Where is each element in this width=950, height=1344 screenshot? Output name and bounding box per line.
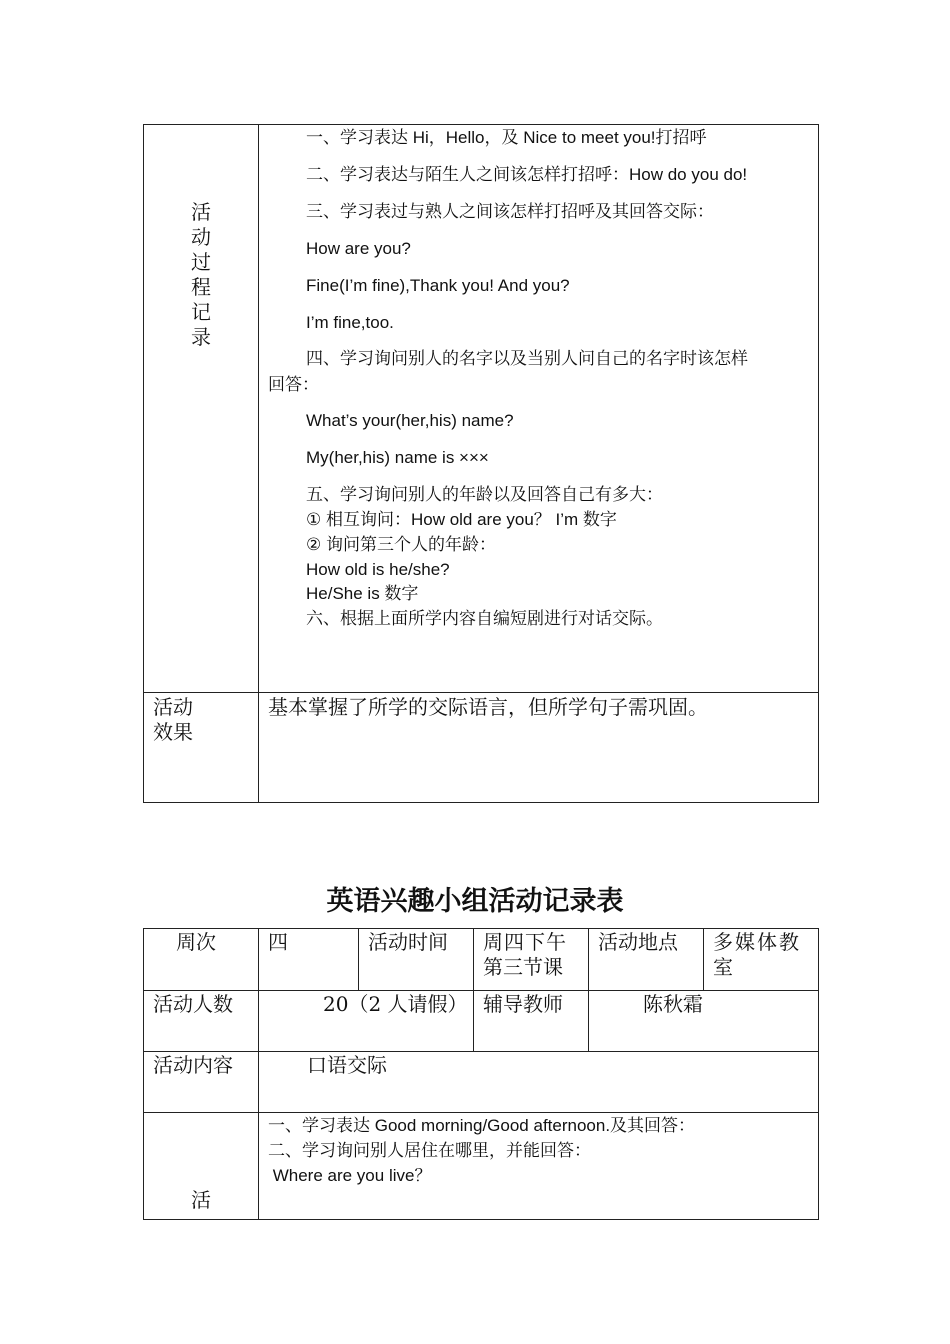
table1-process-line-15: He/She is 数字	[306, 584, 419, 603]
table2-column-divider-2	[358, 928, 359, 990]
table1-process-line-9: What’s your(her,his) name?	[306, 411, 514, 430]
table2-people-value: 20（2 人请假）	[323, 992, 468, 1016]
table2-place-value-line-2: 室	[713, 955, 733, 979]
table2-week-label: 周次	[176, 930, 216, 954]
table2-time-label: 活动时间	[368, 930, 448, 954]
table2-border-left	[143, 928, 144, 1219]
table1-process-line-1: 一、学习表达 Hi，Hello，及 Nice to meet you!打招呼	[306, 128, 707, 147]
table2-content-value: 口语交际	[307, 1053, 387, 1077]
table1-process-line-14: How old is he/she?	[306, 560, 450, 579]
table1-border-left	[143, 124, 144, 802]
table1-border-bottom	[143, 802, 819, 803]
page-title: 英语兴趣小组活动记录表	[326, 886, 624, 917]
table1-process-line-12: ① 相互询问：How old are you？ I’m 数字	[306, 510, 617, 529]
table1-process-line-4: How are you?	[306, 239, 411, 258]
table2-border-right	[818, 928, 819, 1219]
table1-process-line-7: 四、学习询问别人的名字以及当别人问自己的名字时该怎样	[306, 349, 748, 368]
table2-row-divider-2	[143, 1051, 819, 1052]
table2-time-value-line-2: 第三节课	[483, 955, 563, 979]
table2-process-label-partial: 活	[191, 1188, 211, 1212]
table2-row-divider-3	[143, 1112, 819, 1113]
table1-process-line-16: 六、根据上面所学内容自编短剧进行对话交际。	[306, 609, 663, 628]
table2-teacher-label: 辅导教师	[483, 992, 563, 1016]
table1-effect-label-line-1: 活动	[153, 695, 193, 719]
table1-process-line-6: I’m fine,too.	[306, 313, 394, 332]
table1-effect-label-line-2: 效果	[153, 720, 193, 744]
table1-process-line-8: 回答：	[268, 375, 319, 394]
table2-week-value: 四	[268, 930, 288, 954]
table2-process-line-3: Where are you live？	[268, 1166, 432, 1185]
table2-process-line-1: 一、学习表达 Good morning/Good afternoon.及其回答：	[268, 1116, 696, 1135]
table2-place-label: 活动地点	[598, 930, 678, 954]
table1-process-line-2: 二、学习表达与陌生人之间该怎样打招呼：How do you do!	[306, 165, 748, 184]
table2-teacher-value: 陈秋霜	[643, 992, 703, 1016]
table1-border-right	[818, 124, 819, 802]
table2-column-divider-5	[703, 928, 704, 990]
table1-process-label: 活动过程记录	[191, 200, 211, 349]
table2-process-line-2: 二、学习询问别人居住在哪里，并能回答：	[268, 1141, 591, 1160]
table1-effect-text: 基本掌握了所学的交际语言，但所学句子需巩固。	[268, 695, 708, 719]
table2-time-value-line-1: 周四下午	[483, 930, 567, 954]
table1-process-line-13: ② 询问第三个人的年龄：	[306, 535, 496, 554]
table1-process-line-10: My(her,his) name is ×××	[306, 448, 489, 467]
table2-column-divider-1	[258, 928, 259, 1219]
table1-border-top	[143, 124, 819, 125]
table1-process-line-11: 五、学习询问别人的年龄以及回答自己有多大：	[306, 485, 663, 504]
table2-content-label: 活动内容	[153, 1053, 233, 1077]
table2-border-bottom	[143, 1219, 819, 1220]
table2-column-divider-4	[588, 928, 589, 1051]
table2-border-top	[143, 928, 819, 929]
table1-process-line-3: 三、学习表过与熟人之间该怎样打招呼及其回答交际：	[306, 202, 714, 221]
table2-row-divider-1	[143, 990, 819, 991]
table2-column-divider-3	[473, 928, 474, 1051]
table2-place-value-line-1: 多媒体教	[713, 930, 801, 954]
table1-column-divider	[258, 124, 259, 802]
table2-people-label: 活动人数	[153, 992, 233, 1016]
table1-process-line-5: Fine(I’m fine),Thank you! And you?	[306, 276, 570, 295]
table1-row-divider	[143, 692, 819, 693]
